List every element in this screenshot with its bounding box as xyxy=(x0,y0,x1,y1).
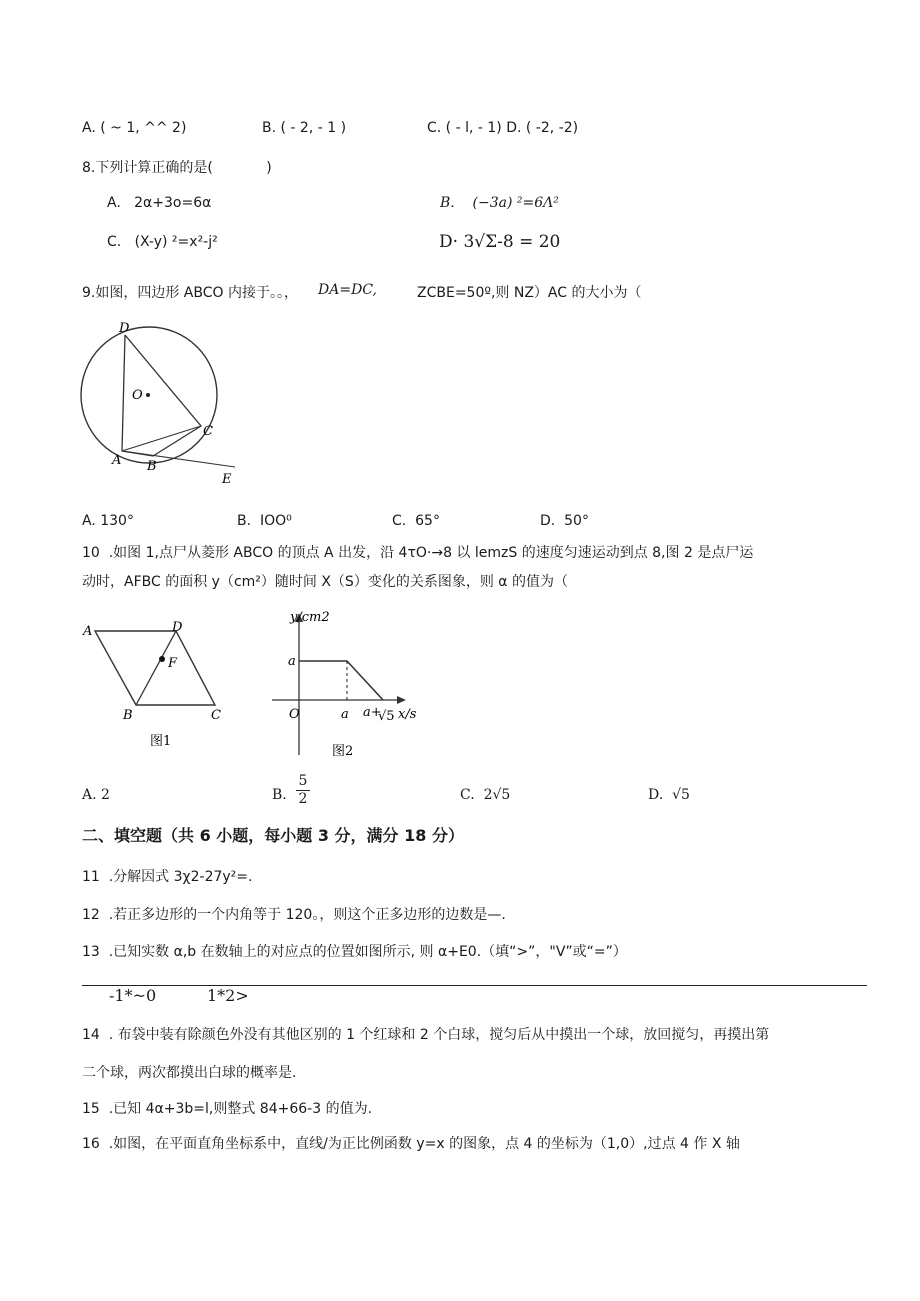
q12-text: 12 .若正多边形的一个内角等于 120。，则这个正多边形的边数是—. xyxy=(82,907,506,923)
label-a: A xyxy=(112,453,122,468)
label-b: B xyxy=(123,708,133,723)
q9-circle-figure xyxy=(75,315,250,490)
diagonal-ac xyxy=(122,426,201,451)
q8-option-a: A. 2α+3o=6α xyxy=(107,195,212,211)
q9-option-c: C. 65° xyxy=(392,513,440,529)
q9-stem-part1: 9.如图，四边形 ABCO 内接于。。， xyxy=(82,285,298,301)
q9-stem-part2: DA=DC, xyxy=(318,282,377,298)
label-o: O xyxy=(132,388,143,403)
q7-option-c-d: C. ( - l, - 1) D. ( -2, -2) xyxy=(427,120,579,136)
fraction-denominator: 2 xyxy=(296,790,310,808)
q15-text: 15 .已知 4α+3b=l,则整式 84+66-3 的值为. xyxy=(82,1101,373,1117)
x-value-sqrt5: √5 xyxy=(378,709,395,724)
q16-text: 16 .如图，在平面直角坐标系中，直线/为正比例函数 y=x 的图象，点 4 的坐标为（1,0）,过点 4 作 X 轴 xyxy=(82,1136,740,1152)
q8-option-c: C. (X-y) ²=x²-j² xyxy=(107,234,218,250)
number-line-right-labels: 1*2> xyxy=(207,986,249,1005)
q14-line2: 二个球，两次都摸出白球的概率是. xyxy=(82,1065,297,1081)
figure-1-caption: 图1 xyxy=(150,734,172,749)
q7-option-b: B. ( - 2, - 1 ) xyxy=(262,120,347,136)
y-value-a: a xyxy=(288,654,296,669)
fraction-numerator: 5 xyxy=(298,773,308,789)
x-axis-label: x/s xyxy=(398,707,417,722)
q9-option-b: B. IOO⁰ xyxy=(237,513,292,529)
center-dot xyxy=(146,393,150,397)
q8-option-b: B. (−3a) ²=6Λ² xyxy=(440,195,559,211)
q7-option-a: A. ( ~ 1, ^^ 2) xyxy=(82,120,187,136)
q8-stem: 8.下列计算正确的是( ) xyxy=(82,160,272,176)
label-c: C xyxy=(203,424,213,439)
q13-text: 13 .已知实数 α,b 在数轴上的对应点的位置如图所示, 则 α+E0.（填“>”，"V”或“=”） xyxy=(82,944,627,960)
q10-option-b-fraction xyxy=(296,773,310,808)
ray-be xyxy=(122,451,235,467)
q9-option-a: A. 130° xyxy=(82,513,134,529)
y-axis-label: y/cm2 xyxy=(290,610,330,625)
q10-option-b-label: B. xyxy=(272,787,287,803)
q10-option-d: D. √5 xyxy=(648,787,690,803)
rhombus-abcd xyxy=(95,631,215,705)
area-graph-line xyxy=(299,661,383,700)
point-f xyxy=(159,656,165,662)
label-d: D xyxy=(172,620,183,635)
q14-line1: 14 . 布袋中装有除颜色外没有其他区别的 1 个红球和 2 个白球，搅匀后从中摸出一个球，放回搅匀，再摸出第 xyxy=(82,1027,770,1043)
label-d: D xyxy=(119,321,130,336)
x-value-a: a xyxy=(341,707,349,722)
q10-stem-line1: 10 .如图 1,点尸从菱形 ABCO 的顶点 A 出发，沿 4τO·→8 以 lemzS 的速度匀速运动到点 8,图 2 是点尸运 xyxy=(82,545,754,561)
label-e: E xyxy=(222,472,232,487)
number-line-left-labels: -1*~0 xyxy=(109,986,157,1005)
q10-option-c: C. 2√5 xyxy=(460,787,511,803)
label-f: F xyxy=(168,656,178,671)
q11-text: 11 .分解因式 3χ2-27y²=. xyxy=(82,869,253,885)
origin-label: O xyxy=(289,707,300,722)
figure-2-caption: 图2 xyxy=(332,744,354,759)
x-value-a-plus: a+ xyxy=(363,705,382,720)
label-c: C xyxy=(211,708,221,723)
label-a: A xyxy=(83,624,93,639)
q9-option-d: D. 50° xyxy=(540,513,589,529)
q10-rhombus-figure xyxy=(80,615,235,755)
q9-stem-part3: ZCBE=50º,则 NZ）AC 的大小为（ xyxy=(417,285,642,301)
section-title: 二、填空题（共 6 小题，每小题 3 分，满分 18 分） xyxy=(82,826,464,845)
x-axis-arrow xyxy=(397,696,406,704)
label-b: B xyxy=(147,459,157,474)
q8-option-d: D· 3√Σ-8 = 20 xyxy=(439,232,561,252)
number-line xyxy=(82,985,867,986)
q10-option-a: A. 2 xyxy=(82,787,110,803)
q10-graph-figure xyxy=(268,605,423,760)
q10-stem-line2: 动时，AFBC 的面积 y（cm²）随时间 X（S）变化的关系图象，则 α 的值为（ xyxy=(82,574,568,590)
